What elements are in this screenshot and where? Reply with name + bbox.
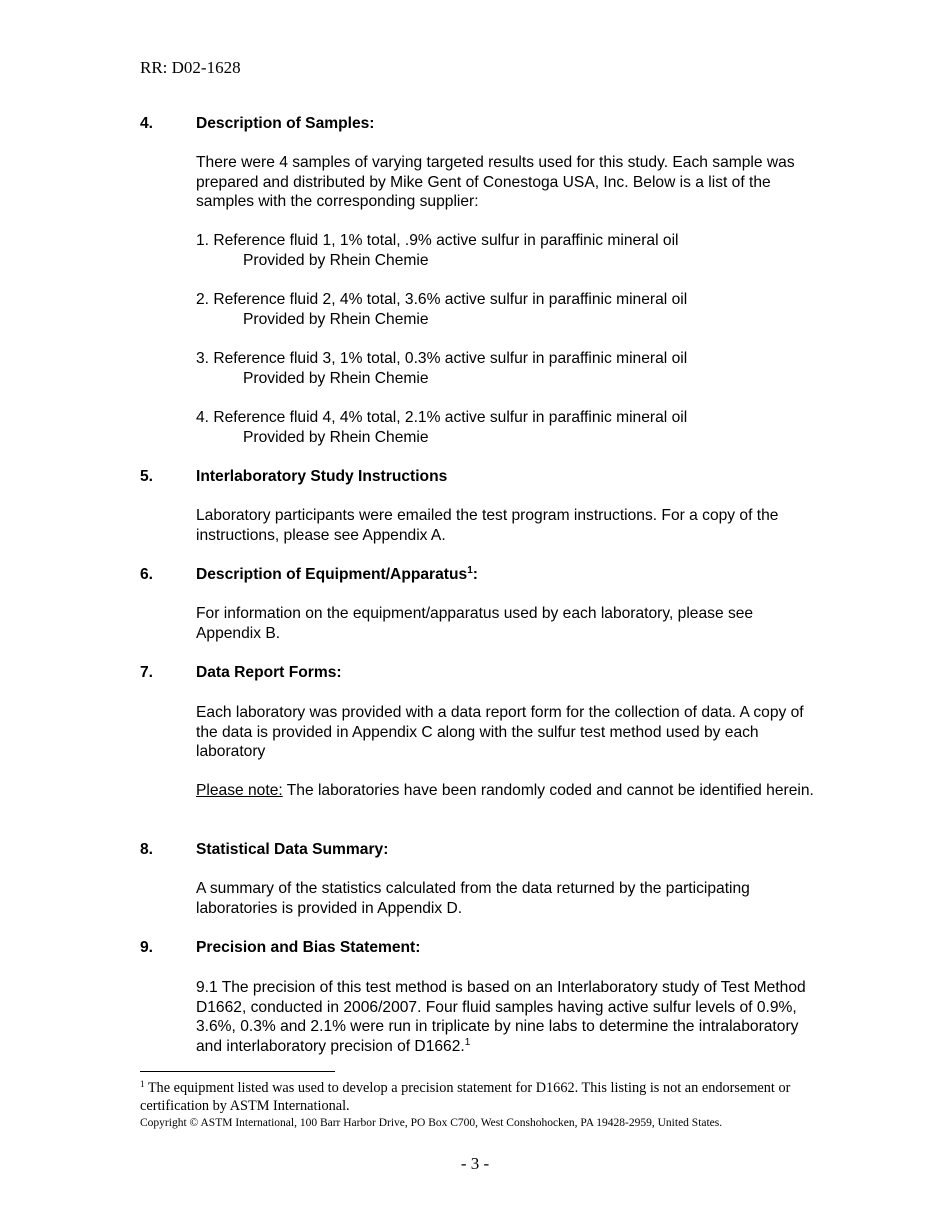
section-title: Description of Samples: — [196, 115, 375, 132]
sample-line: 1. Reference fluid 1, 1% total, .9% active sulfur in paraffinic mineral oil — [196, 232, 679, 249]
section-4-intro: There were 4 samples of varying targeted results used for this study. Each sample was prepared and distributed by Mike Gent of Conestoga USA, Inc. Below is a list of the samples with the corresponding supplier: — [196, 154, 795, 211]
section-6-heading — [140, 565, 478, 585]
section-title: Interlaboratory Study Instructions — [196, 468, 448, 485]
section-title: Description of Equipment/Apparatus — [196, 566, 468, 583]
sample-provider: Provided by Rhein Chemie — [243, 369, 429, 387]
footnote-ref: 1 — [467, 565, 473, 576]
section-number: 9. — [140, 939, 154, 956]
footnote-text: The equipment listed was used to develop a precision statement for D1662. This listing is not an endorsement or certification by ASTM International. — [140, 1080, 791, 1114]
note-label: Please note: — [196, 782, 283, 799]
footnote-marker: 1 — [140, 1079, 145, 1089]
note-text: The laboratories have been randomly coded and cannot be identified herein. — [282, 782, 814, 799]
section-5-heading — [140, 467, 447, 487]
copyright-line: Copyright © ASTM International, 100 Barr Harbor Drive, PO Box C700, West Conshohocken, PA 19428-2959, United States. — [140, 1117, 723, 1129]
section-7-body: Each laboratory was provided with a data report form for the collection of data. A copy of the data is provided in Appendix C along with the sulfur test method used by each laboratory — [196, 704, 804, 761]
section-title: Data Report Forms: — [196, 664, 342, 681]
section-title: Statistical Data Summary: — [196, 841, 389, 858]
section-9-heading — [140, 938, 420, 958]
sample-line: 3. Reference fluid 3, 1% total, 0.3% active sulfur in paraffinic mineral oil — [196, 350, 688, 367]
section-4-heading — [140, 114, 375, 134]
sample-provider: Provided by Rhein Chemie — [243, 251, 429, 269]
section-number: 4. — [140, 115, 154, 132]
section-5-body: Laboratory participants were emailed the test program instructions. For a copy of the instructions, please see Appendix A. — [196, 507, 779, 544]
sample-provider: Provided by Rhein Chemie — [243, 428, 429, 446]
section-number: 5. — [140, 468, 154, 485]
report-id-header: RR: D02-1628 — [140, 58, 241, 77]
page-number: - 3 - — [460, 1154, 490, 1173]
title-suffix: : — [472, 566, 478, 583]
sample-item — [196, 231, 821, 270]
section-number: 6. — [140, 566, 154, 583]
section-number: 7. — [140, 664, 154, 681]
footnote-ref: 1 — [464, 1036, 471, 1048]
sample-item — [196, 349, 821, 388]
sample-item — [196, 408, 821, 447]
footnote-divider — [140, 1071, 335, 1072]
section-number: 8. — [140, 841, 154, 858]
sample-provider: Provided by Rhein Chemie — [243, 310, 429, 328]
section-6-body: For information on the equipment/apparatus used by each laboratory, please see Appendix B. — [196, 605, 754, 642]
section-title: Precision and Bias Statement: — [196, 939, 421, 956]
section-7-note — [196, 781, 821, 801]
section-9-text: 9.1 The precision of this test method is based on an Interlaboratory study of Test Method D1662, conducted in 2006/2007. Four fluid samples having active sulfur levels of 0.9%, 3.6%, 0.3% and 2.1% were run in triplicate by nine labs to determine the intralaboratory and interlaboratory precision of D1662. — [196, 979, 806, 1055]
section-8-body: A summary of the statistics calculated from the data returned by the participating laboratories is provided in Appendix D. — [196, 880, 750, 917]
section-7-heading — [140, 663, 342, 683]
section-9-body — [196, 978, 821, 1056]
sample-line: 2. Reference fluid 2, 4% total, 3.6% active sulfur in paraffinic mineral oil — [196, 291, 688, 308]
sample-line: 4. Reference fluid 4, 4% total, 2.1% active sulfur in paraffinic mineral oil — [196, 409, 688, 426]
section-8-heading — [140, 840, 388, 860]
sample-item — [196, 290, 821, 329]
footnote — [140, 1079, 820, 1115]
